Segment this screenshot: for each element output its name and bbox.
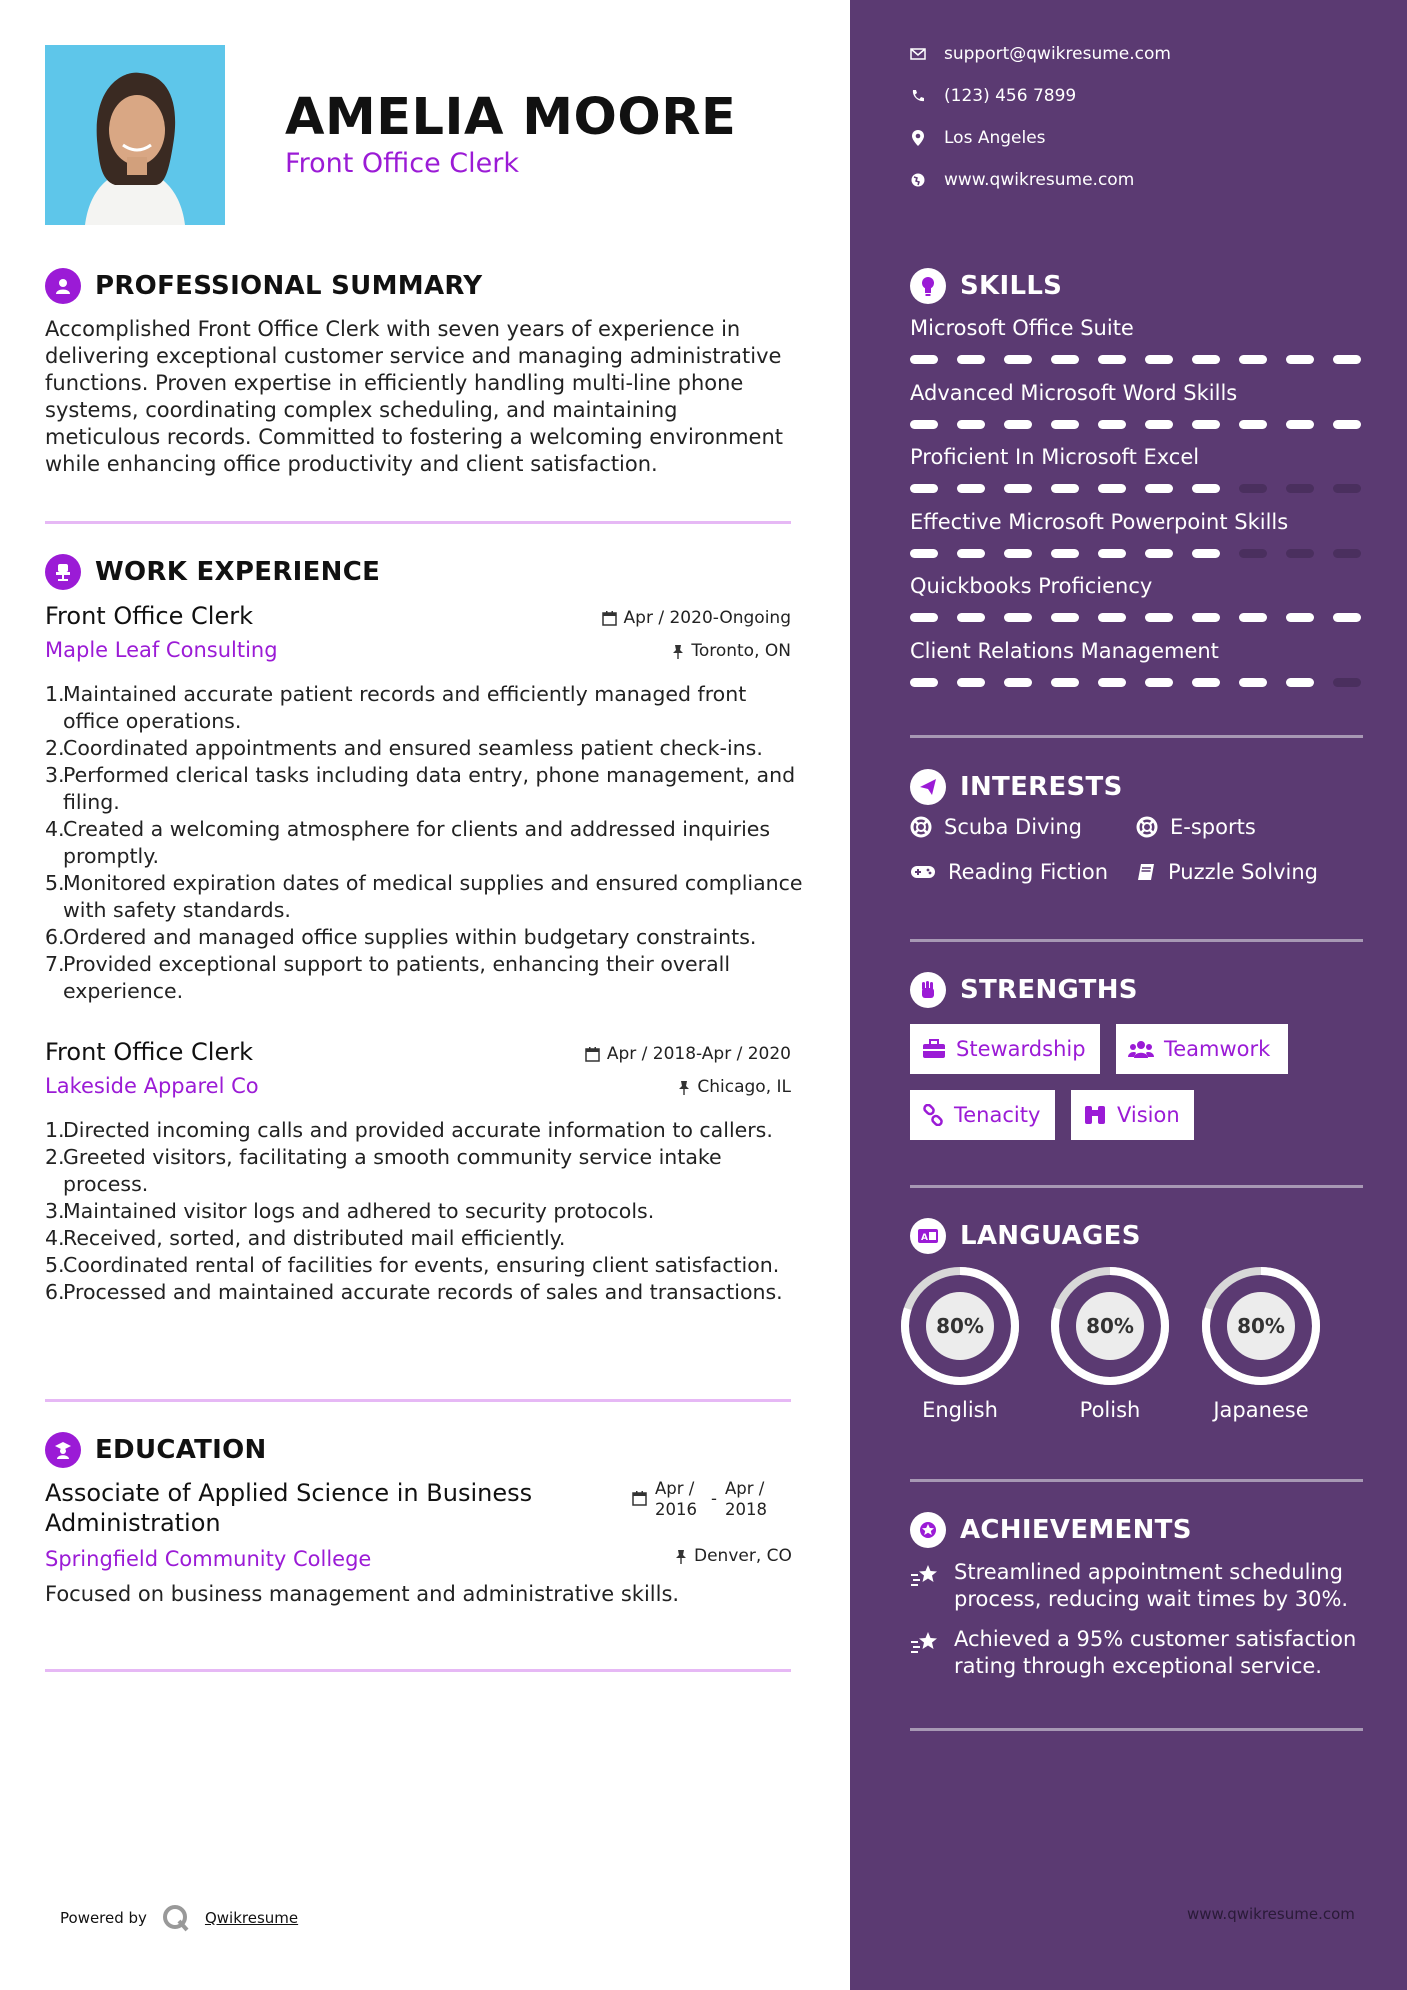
skill-level-segment [910,678,938,687]
skill-level-segment [1239,613,1267,622]
paper-plane-icon [910,769,946,805]
fist-icon [910,972,946,1008]
skill-level-segment [1286,613,1314,622]
skills-heading-label: SKILLS [960,271,1063,301]
skill-level-segment [1051,613,1079,622]
skill-level-segment [1286,420,1314,429]
skill-level-bar [910,355,1361,364]
strength-badge [910,1090,1055,1140]
pin-icon [672,644,684,659]
skill-level-segment [1098,549,1126,558]
job-1-location [672,641,791,661]
section-divider [45,1399,791,1402]
skill-level-segment [1004,484,1032,493]
skill-level-segment [1098,613,1126,622]
education-location [675,1546,792,1566]
job-2-title: Front Office Clerk [45,1038,253,1066]
lightbulb-icon [910,268,946,304]
skill-level-segment [1145,355,1173,364]
calendar-icon [602,611,617,626]
interest-label: Reading Fiction [948,860,1109,884]
skill-level-segment [1333,484,1361,493]
skill-level-segment [1004,549,1032,558]
language-progress-ring [898,1264,1022,1388]
skill-name: Microsoft Office Suite [910,316,1134,340]
job-1-company: Maple Leaf Consulting [45,638,278,662]
phone-icon [910,88,926,104]
list-item: 4. Created a welcoming atmosphere for clients and addressed inquiries promptly. [45,817,771,868]
contact-location [910,128,1046,148]
pin-icon [678,1080,690,1095]
education-heading-label: EDUCATION [95,1435,267,1465]
achievement-item [910,1559,1370,1613]
list-item: 3. Performed clerical tasks including data entry, phone management, and filing. [45,763,796,814]
skill-level-segment [1004,678,1032,687]
contact-email[interactable] [910,44,1171,64]
skill-level-segment [1004,355,1032,364]
skill-level-segment [1192,355,1220,364]
skill-level-segment [1239,420,1267,429]
skill-level-segment [1286,484,1314,493]
list-item: 6. Processed and maintained accurate records of sales and transactions. [45,1280,783,1304]
strength-label: Vision [1117,1103,1180,1127]
achievements-heading [910,1512,1192,1548]
skill-level-segment [1192,678,1220,687]
skill-level-segment [957,355,985,364]
skill-name: Quickbooks Proficiency [910,574,1153,598]
calendar-icon [585,1047,600,1062]
language-percent: 80% [1237,1314,1285,1338]
skill-level-segment [1286,355,1314,364]
skill-level-segment [1051,678,1079,687]
skill-name: Effective Microsoft Powerpoint Skills [910,509,1289,534]
education-location-text: Denver, CO [694,1546,792,1566]
skill-level-segment [1051,355,1079,364]
education-date-start: Apr / 2016 [655,1479,697,1519]
job-2-location-text: Chicago, IL [697,1077,791,1097]
skill-level-bar [910,420,1361,429]
section-divider [910,939,1363,942]
work-heading [45,554,380,590]
list-item: 7. Provided exceptional support to patients, enhancing their overall experience. [45,952,731,1003]
interests-heading-label: INTERESTS [960,772,1123,802]
qwikresume-link[interactable]: Qwikresume [204,1909,299,1927]
users-icon [1128,1039,1154,1059]
skill-level-segment [1004,420,1032,429]
skill-level-segment [1051,420,1079,429]
globe-icon [910,172,926,188]
skill-level-segment [1333,549,1361,558]
book-icon [1136,862,1156,882]
skill-level-segment [1145,484,1173,493]
skill-level-segment [1098,420,1126,429]
skill-level-segment [910,484,938,493]
powered-by [60,1903,298,1933]
language-item [898,1264,1022,1422]
job-2-date [585,1044,791,1064]
languages-heading-label: LANGUAGES [960,1221,1141,1251]
skill-level-segment [1192,613,1220,622]
education-date-end: Apr / 2018 [724,1479,767,1519]
skill-level-segment [1192,484,1220,493]
list-item: 1. Directed incoming calls and provided accurate information to callers. [45,1118,773,1142]
education-degree: Associate of Applied Science in Business Administration [45,1479,533,1537]
skill-name: Advanced Microsoft Word Skills [910,380,1238,405]
section-divider [910,1728,1363,1731]
contact-email-text: support@qwikresume.com [944,44,1171,64]
strength-label: Tenacity [954,1103,1041,1127]
qwikresume-logo-icon [161,1903,191,1933]
language-name: English [922,1398,998,1422]
skill-level-segment [1333,678,1361,687]
interest-label: E-sports [1170,815,1256,839]
job-1-date [602,608,791,628]
interest-item [910,815,1082,839]
list-item: 1. Maintained accurate patient records and efficiently managed front office operations. [45,682,747,733]
briefcase-icon [922,1039,946,1059]
section-divider [45,521,791,524]
contact-website-text: www.qwikresume.com [944,170,1135,190]
job-2-location [678,1077,791,1097]
skill-name: Client Relations Management [910,638,1219,663]
skill-level-segment [910,420,938,429]
language-item [1048,1264,1172,1422]
summary-heading [45,268,482,304]
skill-level-segment [1051,549,1079,558]
footer-website[interactable]: www.qwikresume.com [1187,1905,1355,1923]
achievements-heading-label: ACHIEVEMENTS [960,1515,1192,1545]
graduate-icon [45,1432,81,1468]
calendar-icon [632,1491,647,1506]
skill-level-bar [910,484,1361,493]
skill-level-segment [1286,549,1314,558]
job-2-company: Lakeside Apparel Co [45,1074,259,1098]
skill-level-segment [1239,355,1267,364]
skills-heading [910,268,1062,304]
life-ring-icon [910,816,932,838]
pin-icon [675,1549,687,1564]
strength-label: Teamwork [1164,1037,1271,1061]
skill-level-segment [1239,678,1267,687]
skill-level-segment [910,613,938,622]
achievement-item [910,1626,1370,1680]
skill-level-segment [1145,613,1173,622]
contact-phone-text: (123) 456 7899 [944,86,1077,106]
strengths-heading [910,972,1138,1008]
star-badge-icon [910,1512,946,1548]
skill-level-segment [1286,678,1314,687]
interest-label: Scuba Diving [944,815,1082,839]
summary-text: Accomplished Front Office Clerk with seven years of experience in delivering exceptional customer service and managing administrative functions. Proven expertise in efficiently handling multi-line phone systems, coordinating complex scheduling, and maintaining meticulous records. Committed to fostering a welcoming environment while enhancing office productivity and client satisfaction. [45,317,784,476]
language-progress-ring [1048,1264,1172,1388]
envelope-icon [910,46,926,62]
skill-level-segment [1004,613,1032,622]
list-item: 2. Greeted visitors, facilitating a smooth community service intake process. [45,1145,722,1196]
skill-level-segment [957,420,985,429]
user-icon [45,268,81,304]
language-progress-ring [1199,1264,1323,1388]
interests-heading [910,769,1123,805]
language-name: Polish [1079,1398,1141,1422]
skill-level-bar [910,549,1361,558]
strength-badge [1071,1090,1194,1140]
list-item: 2. Coordinated appointments and ensured seamless patient check-ins. [45,736,763,760]
powered-by-label: Powered by [60,1909,147,1927]
skill-level-segment [957,613,985,622]
language-item [1199,1264,1323,1422]
skill-level-segment [1239,549,1267,558]
section-divider [910,1185,1363,1188]
strength-badge [910,1024,1100,1074]
contact-phone[interactable] [910,86,1076,106]
map-marker-icon [910,130,926,146]
skill-name: Proficient In Microsoft Excel [910,445,1200,469]
skill-level-segment [1192,549,1220,558]
job-2-duties [45,1117,805,1306]
skill-level-bar [910,678,1361,687]
skill-level-segment [910,549,938,558]
skill-level-segment [1333,420,1361,429]
language-icon [910,1218,946,1254]
section-divider [910,735,1363,738]
language-percent: 80% [936,1314,984,1338]
work-heading-label: WORK EXPERIENCE [95,557,381,587]
section-divider [910,1479,1363,1482]
strength-label: Stewardship [956,1037,1086,1061]
skill-level-segment [1192,420,1220,429]
shooting-star-icon [910,1626,942,1680]
date-separator: - [711,1489,717,1508]
language-percent: 80% [1086,1314,1134,1338]
language-name: Japanese [1213,1398,1309,1422]
skill-level-bar [910,613,1361,622]
skill-level-segment [1098,484,1126,493]
skill-level-segment [1098,678,1126,687]
svg-text:A: A [921,1233,928,1243]
life-ring-icon [1136,816,1158,838]
skill-level-segment [1098,355,1126,364]
contact-website[interactable] [910,170,1134,190]
education-description: Focused on business management and administrative skills. [45,1582,680,1606]
languages-heading [910,1218,1141,1254]
job-1-duties [45,681,805,1005]
skill-level-segment [1239,484,1267,493]
skill-level-segment [957,549,985,558]
skill-level-segment [957,484,985,493]
shooting-star-icon [910,1559,942,1613]
interest-label: Puzzle Solving [1168,860,1318,884]
interest-item [910,860,1108,884]
job-1-location-text: Toronto, ON [691,641,791,661]
contact-location-text: Los Angeles [944,128,1046,148]
chair-icon [45,554,81,590]
interest-item [1136,815,1256,839]
strengths-heading-label: STRENGTHS [960,975,1138,1005]
list-item: 6. Ordered and managed office supplies within budgetary constraints. [45,925,757,949]
skill-level-segment [957,678,985,687]
section-divider [45,1669,791,1672]
job-1-title: Front Office Clerk [45,602,253,630]
education-dates [632,1478,773,1520]
list-item: 3. Maintained visitor logs and adhered to security protocols. [45,1199,655,1223]
skill-level-segment [1333,355,1361,364]
gamepad-icon [910,864,936,880]
candidate-title: Front Office Clerk [285,148,519,179]
candidate-name: AMELIA MOORE [285,88,737,147]
profile-photo [45,45,225,225]
achievement-text: Achieved a 95% customer satisfaction rating through exceptional service. [954,1627,1357,1678]
education-school: Springfield Community College [45,1547,372,1571]
binoculars-icon [1083,1104,1107,1126]
link-icon [922,1104,944,1126]
skill-level-segment [1145,549,1173,558]
list-item: 5. Monitored expiration dates of medical supplies and ensured compliance with safety standards. [45,871,803,922]
skill-level-segment [1333,613,1361,622]
strength-badge [1116,1024,1288,1074]
skill-level-segment [1051,484,1079,493]
job-2-date-text: Apr / 2018-Apr / 2020 [606,1044,791,1064]
achievement-text: Streamlined appointment scheduling process, reducing wait times by 30%. [954,1560,1349,1611]
list-item: 5. Coordinated rental of facilities for events, ensuring client satisfaction. [45,1253,780,1277]
sidebar [850,0,1407,1990]
interest-item [1136,860,1318,884]
skill-level-segment [1145,420,1173,429]
education-heading [45,1432,267,1468]
list-item: 4. Received, sorted, and distributed mail efficiently. [45,1226,566,1250]
summary-heading-label: PROFESSIONAL SUMMARY [95,271,483,301]
job-1-date-text: Apr / 2020-Ongoing [623,608,791,628]
skill-level-segment [1145,678,1173,687]
skill-level-segment [910,355,938,364]
